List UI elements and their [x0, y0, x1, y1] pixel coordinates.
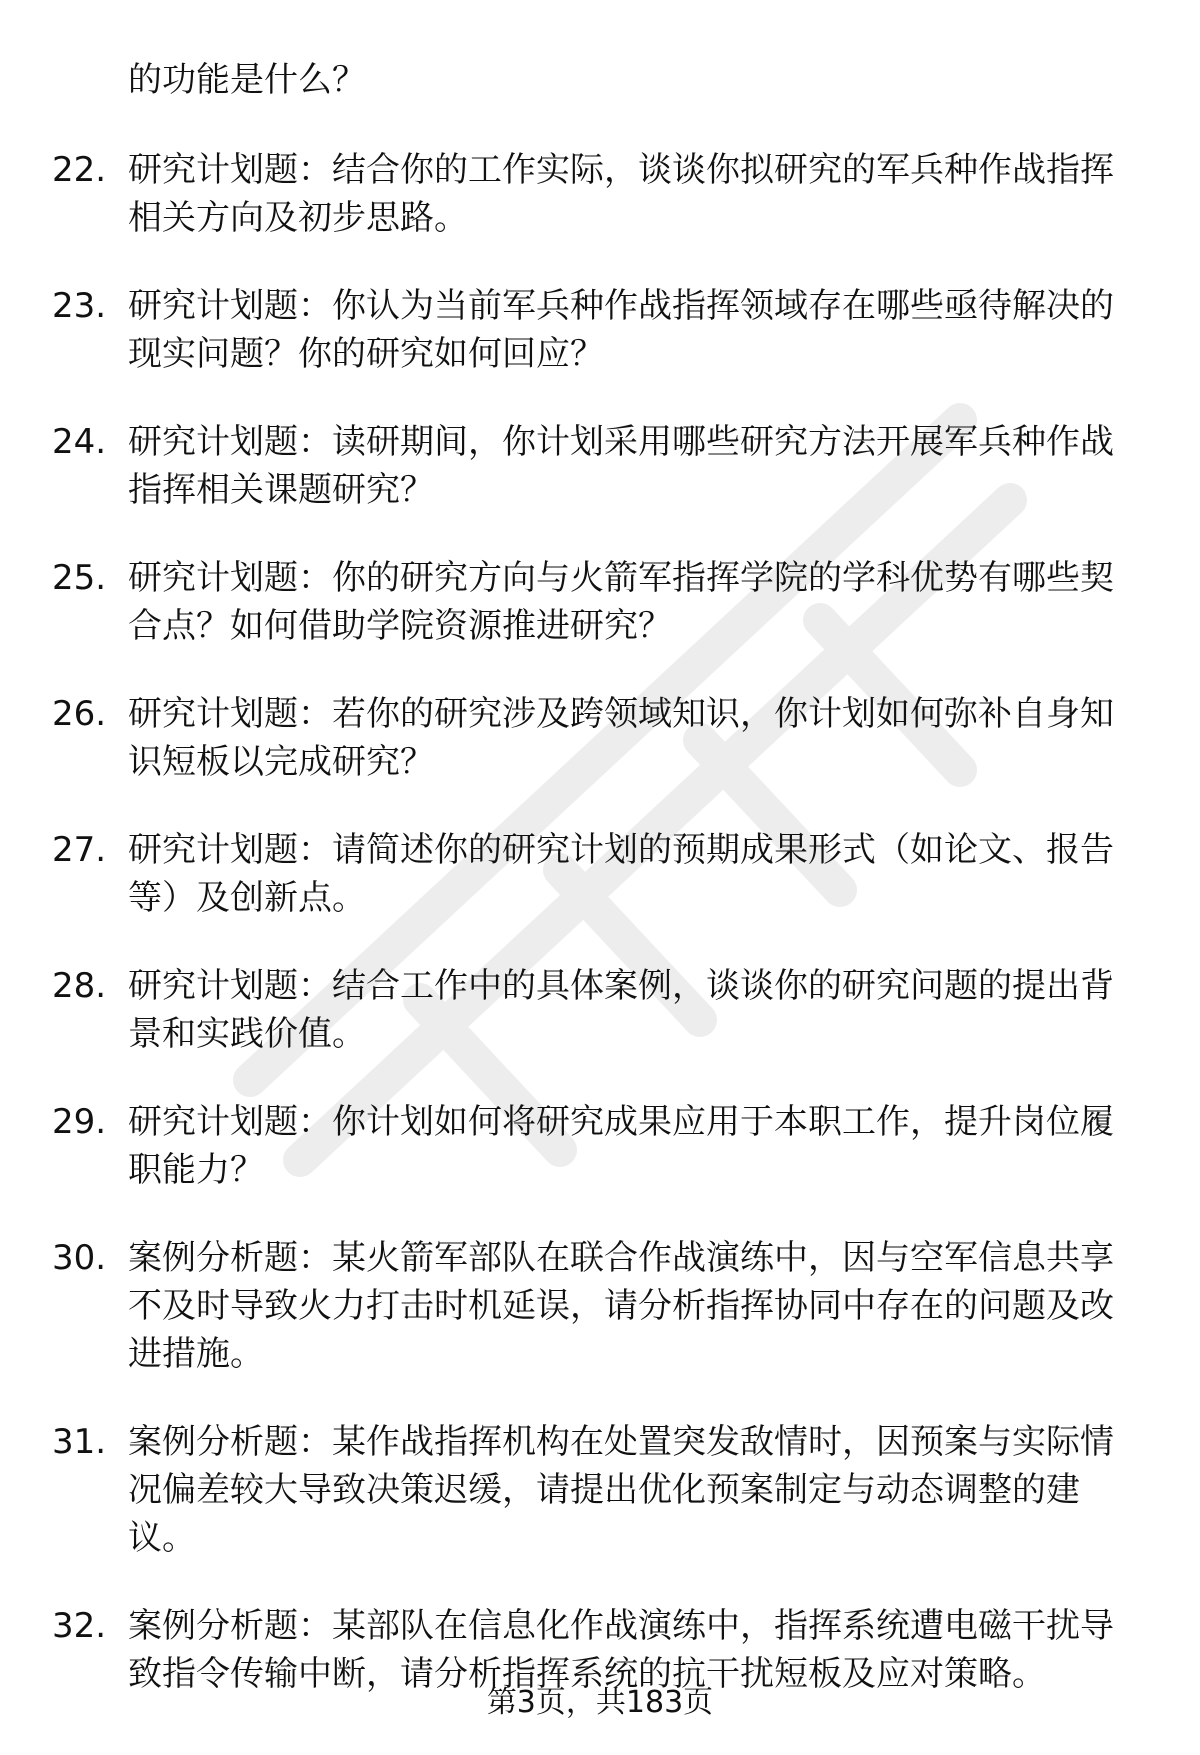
question-number: 24. [52, 422, 107, 462]
question-text: 研究计划题：请简述你的研究计划的预期成果形式（如论文、报告等）及创新点。 [128, 830, 1114, 918]
question-text: 研究计划题：你认为当前军兵种作战指挥领域存在哪些亟待解决的现实问题？你的研究如何回应？ [128, 286, 1114, 374]
question-number: 30. [52, 1238, 107, 1278]
list-item [0, 1418, 1138, 1562]
question-number: 25. [52, 558, 107, 598]
question-text: 研究计划题：结合工作中的具体案例，谈谈你的研究问题的提出背景和实践价值。 [128, 966, 1114, 1054]
question-text: 研究计划题：你的研究方向与火箭军指挥学院的学科优势有哪些契合点？如何借助学院资源推进研究？ [128, 558, 1114, 646]
question-number: 22. [52, 150, 107, 190]
question-text: 研究计划题：你计划如何将研究成果应用于本职工作，提升岗位履职能力？ [128, 1102, 1114, 1190]
question-number: 23. [52, 286, 107, 326]
question-text: 案例分析题：某部队在信息化作战演练中，指挥系统遭电磁干扰导致指令传输中断，请分析指挥系统的抗干扰短板及应对策略。 [128, 1606, 1114, 1694]
question-number: 28. [52, 966, 107, 1006]
question-list [0, 146, 1200, 1698]
list-item [0, 962, 1138, 1058]
list-item [0, 1234, 1138, 1378]
page-footer: 第3页，共183页 [486, 1685, 714, 1720]
question-number: 29. [52, 1102, 107, 1142]
question-number: 26. [52, 694, 107, 734]
question-number: 31. [52, 1422, 107, 1462]
list-item [0, 826, 1138, 922]
question-text: 研究计划题：若你的研究涉及跨领域知识，你计划如何弥补自身知识短板以完成研究？ [128, 694, 1114, 782]
list-item [0, 418, 1138, 514]
list-item [0, 282, 1138, 378]
continuation-line: 的功能是什么？ [128, 60, 366, 100]
question-number: 32. [52, 1606, 107, 1646]
question-number: 27. [52, 830, 107, 870]
question-text: 研究计划题：结合你的工作实际，谈谈你拟研究的军兵种作战指挥相关方向及初步思路。 [128, 150, 1114, 238]
question-text: 研究计划题：读研期间，你计划采用哪些研究方法开展军兵种作战指挥相关课题研究？ [128, 422, 1114, 510]
question-text: 案例分析题：某作战指挥机构在处置突发敌情时，因预案与实际情况偏差较大导致决策迟缓，请提出优化预案制定与动态调整的建议。 [128, 1422, 1114, 1558]
question-text: 案例分析题：某火箭军部队在联合作战演练中，因与空军信息共享不及时导致火力打击时机延误，请分析指挥协同中存在的问题及改进措施。 [128, 1238, 1114, 1374]
list-item [0, 554, 1138, 650]
list-item [0, 690, 1138, 786]
list-item [0, 1098, 1138, 1194]
list-item [0, 146, 1138, 242]
